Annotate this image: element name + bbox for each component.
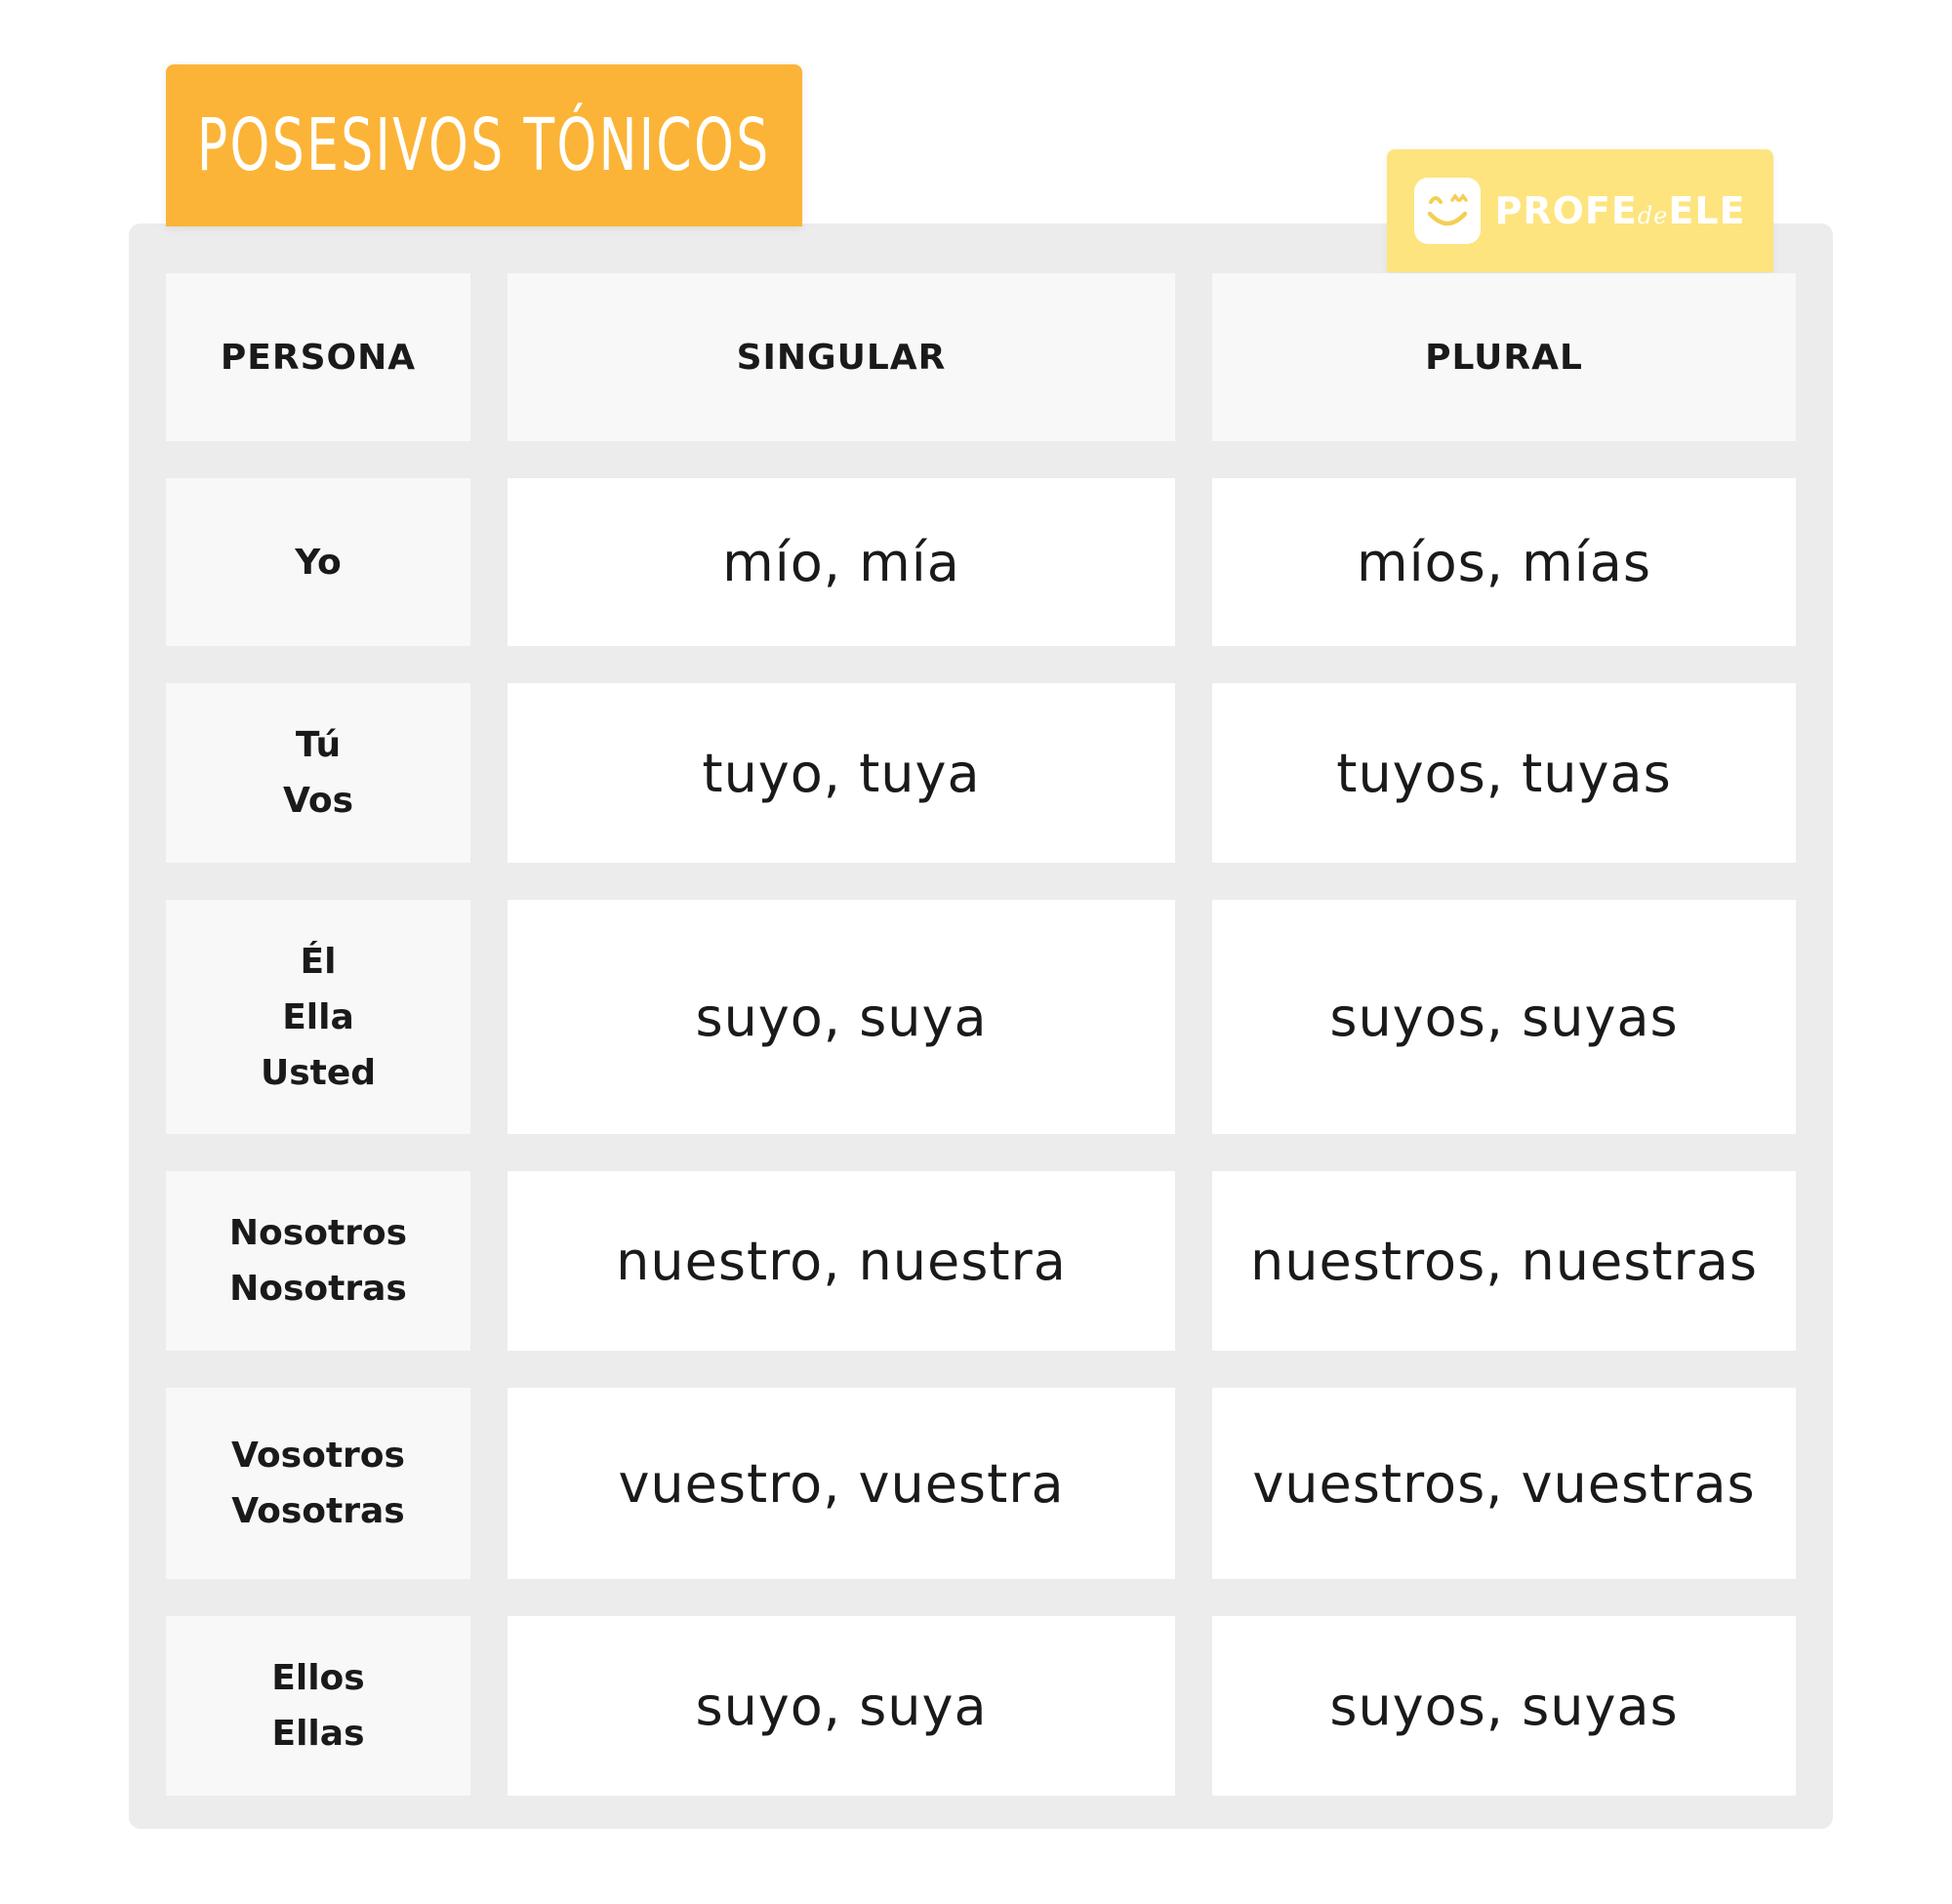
plural-form: tuyos, tuyas xyxy=(1336,742,1672,804)
plural-form: suyos, suyas xyxy=(1329,1675,1679,1737)
table-row-persona xyxy=(166,900,470,1134)
persona-label: Yo xyxy=(295,542,342,583)
plural-form: nuestros, nuestras xyxy=(1250,1230,1758,1292)
brand-small: de xyxy=(1637,202,1669,229)
table-row-plural xyxy=(1212,1616,1796,1796)
table-row-persona xyxy=(166,478,470,646)
table-row-singular xyxy=(508,683,1175,863)
table-row-plural xyxy=(1212,900,1796,1134)
singular-form: mío, mía xyxy=(722,531,960,593)
plural-form: míos, mías xyxy=(1357,531,1651,593)
persona-label: Nosotros Nosotras xyxy=(228,1213,408,1309)
table-row-singular xyxy=(508,478,1175,646)
table-row-singular xyxy=(508,900,1175,1134)
table-row-persona xyxy=(166,1171,470,1351)
table-row-persona xyxy=(166,1616,470,1796)
brand-end: ELE xyxy=(1668,189,1746,232)
header-persona-label: PERSONA xyxy=(220,337,417,378)
header-plural-label: PLURAL xyxy=(1425,337,1583,378)
header-plural xyxy=(1212,273,1796,441)
table-row-singular xyxy=(508,1616,1175,1796)
plural-form: vuestros, vuestras xyxy=(1252,1452,1756,1515)
persona-label: Ellos Ellas xyxy=(271,1658,365,1754)
table-row-plural xyxy=(1212,1388,1796,1579)
singular-form: suyo, suya xyxy=(695,986,988,1048)
table-row-plural xyxy=(1212,1171,1796,1351)
page-title: POSESIVOS TÓNICOS xyxy=(197,103,771,187)
persona-label: Él Ella Usted xyxy=(260,941,377,1093)
table-row-singular xyxy=(508,1388,1175,1579)
smiley-face-icon xyxy=(1414,178,1481,244)
table-row-singular xyxy=(508,1171,1175,1351)
table-row-persona xyxy=(166,1388,470,1579)
singular-form: suyo, suya xyxy=(695,1675,988,1737)
persona-label: Tú Vos xyxy=(282,725,354,821)
header-singular-label: SINGULAR xyxy=(736,337,947,378)
header-singular xyxy=(508,273,1175,441)
plural-form: suyos, suyas xyxy=(1329,986,1679,1048)
table-row-plural xyxy=(1212,683,1796,863)
persona-label: Vosotros Vosotras xyxy=(231,1436,405,1531)
brand-name xyxy=(1494,189,1745,232)
header-persona xyxy=(166,273,470,441)
title-tab xyxy=(166,64,802,226)
brand-logo xyxy=(1387,149,1773,272)
singular-form: nuestro, nuestra xyxy=(616,1230,1067,1292)
table-row-persona xyxy=(166,683,470,863)
singular-form: vuestro, vuestra xyxy=(618,1452,1065,1515)
singular-form: tuyo, tuya xyxy=(702,742,981,804)
brand-main: PROFE xyxy=(1494,189,1638,232)
table-row-plural xyxy=(1212,478,1796,646)
